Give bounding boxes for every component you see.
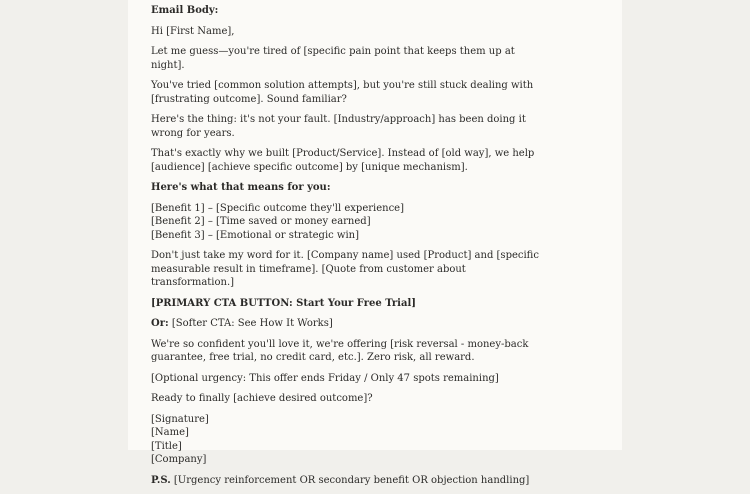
signature-block [151,413,546,467]
ready-paragraph: Ready to finally [achieve desired outcome]? [151,393,373,404]
email-body-heading: Email Body: [151,5,219,16]
not-your-fault-paragraph: Here's the thing: it's not your fault. [Industry/approach] has been doing it wrong for years. [151,114,526,139]
benefit-item: [Benefit 1] – [Specific outcome they'll experience] [151,202,404,214]
benefit-item: [Benefit 2] – [Time saved or money earned] [151,216,371,227]
name-line: [Name] [151,427,189,438]
testimonial-paragraph: Don't just take my word for it. [Company name] used [Product] and [specific measurable result in timeframe]. [Quote from customer about transformation.] [151,250,539,288]
ps-line [151,474,546,488]
signature-line: [Signature] [151,413,209,425]
urgency-paragraph: [Optional urgency: This offer ends Friday / Only 47 spots remaining] [151,372,499,384]
softer-cta-line [151,317,546,331]
ps-text: [Urgency reinforcement OR secondary benefit OR objection handling] [173,474,530,486]
or-label: Or: [151,318,169,329]
attempts-paragraph: You've tried [common solution attempts], but you're still stuck dealing with [frustrating outcome]. Sound familiar? [151,80,534,105]
company-line: [Company] [151,454,207,465]
ps-label: P.S. [151,474,171,486]
softer-cta-text: [Softer CTA: See How It Works] [171,318,333,329]
email-body-content [151,4,546,494]
risk-reversal-paragraph: We're so confident you'll love it, we're offering [risk reversal - money-back guarantee, free trial, no credit card, etc.]. Zero risk, all reward. [151,338,529,363]
title-line: [Title] [151,440,182,452]
means-heading: Here's what that means for you: [151,182,331,193]
hook-paragraph: Let me guess—you're tired of [specific pain point that keeps them up at night]. [151,46,515,71]
solution-paragraph: That's exactly why we built [Product/Service]. Instead of [old way], we help [audience] [achieve specific outcome] by [unique mechanism]. [151,148,535,173]
primary-cta-placeholder: [PRIMARY CTA BUTTON: Start Your Free Trial] [151,297,416,309]
benefit-item: [Benefit 3] – [Emotional or strategic win] [151,229,360,241]
benefits-list [151,202,546,243]
greeting: Hi [First Name], [151,25,235,37]
